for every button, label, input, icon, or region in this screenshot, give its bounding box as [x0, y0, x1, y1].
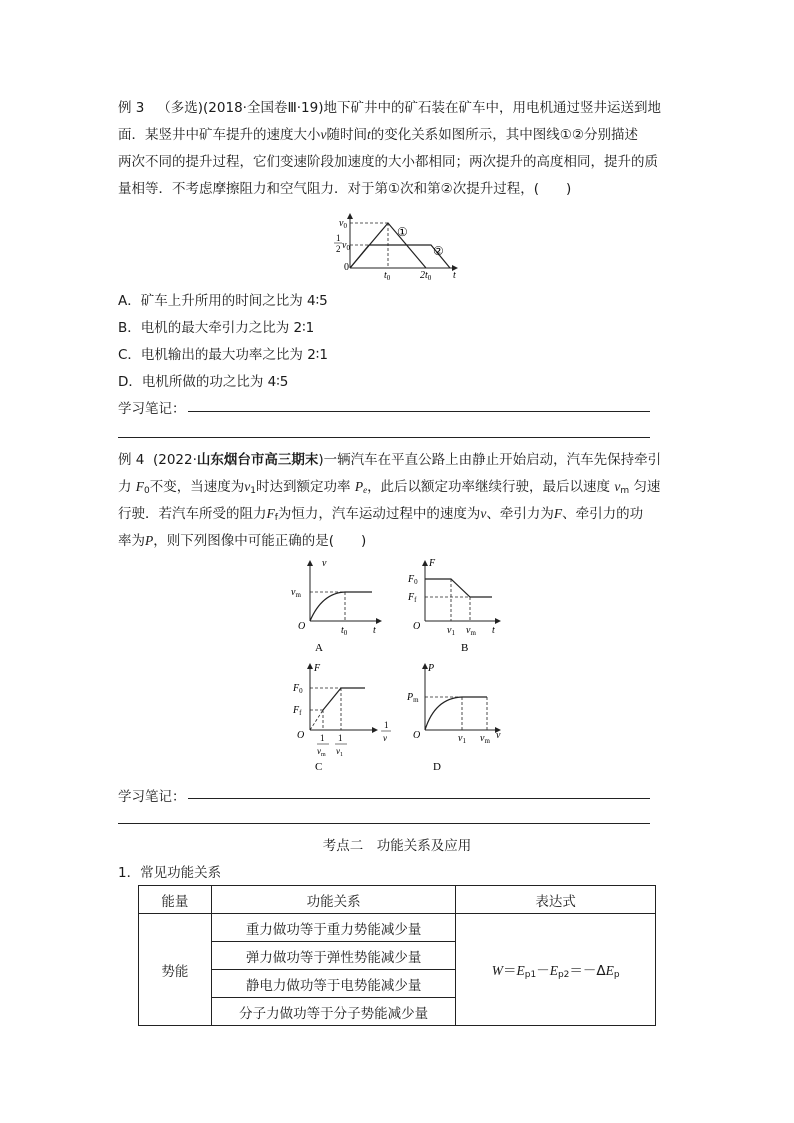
- label-pm: $P_m$: [407, 692, 419, 704]
- caption-c: C: [315, 761, 323, 773]
- table-header-row: [139, 886, 656, 914]
- label-inv-vm-den: $v_m$: [317, 746, 326, 758]
- table-row: [139, 914, 656, 942]
- option-b[interactable]: B．电机的最大牵引力之比为 2∶1: [118, 320, 315, 336]
- example3-line4: 量相等．不考虑摩擦阻力和空气阻力．对于第①次和第②次提升过程，( ): [118, 181, 572, 197]
- subheading: 1．常见功能关系: [118, 865, 222, 881]
- example4-line1: 例 4 (2022·山东烟台市高三期末)一辆汽车在平直公路上由静止开始启动，汽车先保持牵引: [118, 452, 662, 468]
- curve: [310, 592, 372, 621]
- label-y: v: [322, 558, 327, 569]
- example4-line4: 率为P，则下列图像中可能正确的是( ): [118, 533, 367, 549]
- label-t-axis: t: [453, 270, 456, 280]
- section-title: 考点二 功能关系及应用: [322, 838, 472, 854]
- label-x-num: 1: [384, 720, 389, 730]
- example4-label: 例 4: [118, 452, 145, 468]
- example3-line1: 例 3 （多选)(2018·全国卷Ⅲ·19)地下矿井中的矿石装在矿车中，用电机通过竖井运送到地: [118, 100, 661, 116]
- label-vm: $v_m$: [291, 587, 301, 599]
- label-y: P: [428, 663, 435, 674]
- label-origin: O: [297, 730, 305, 741]
- example3-label: 例 3: [118, 100, 145, 116]
- origin-dash: [310, 710, 323, 730]
- label-inv-v1-den: $v_1$: [336, 746, 343, 758]
- graph-d[interactable]: [400, 660, 505, 775]
- curve: [425, 579, 492, 597]
- label-origin: 0: [344, 262, 349, 273]
- header-expression: 表达式: [456, 886, 656, 914]
- label-t0: $t_0$: [341, 625, 348, 637]
- curve: [323, 688, 365, 710]
- example3-line2: 面．某竖井中矿车提升的速度大小v随时间t的变化关系如图所示，其中图线①②分别描述: [118, 127, 638, 143]
- example4-line3: 行驶．若汽车所受的阻力$F_f$为恒力，汽车运动过程中的速度为v、牵引力为F、牵引力的功: [118, 506, 644, 523]
- label-origin: O: [298, 621, 306, 632]
- function-energy-table: [138, 885, 656, 1026]
- header-relation: 功能关系: [211, 886, 456, 914]
- caption-b: B: [461, 642, 469, 654]
- label-f0: $F_0$: [293, 683, 303, 695]
- label-v1: $v_1$: [447, 625, 455, 637]
- label-curve2: ②: [433, 244, 444, 258]
- example3-line3: 两次不同的提升过程，它们变速阶段加速度的大小都相同；两次提升的高度相同，提升的质: [118, 154, 658, 170]
- label-y: F: [429, 558, 436, 569]
- label-v0: $v_0$: [339, 218, 347, 230]
- label-origin: O: [413, 621, 421, 632]
- label-ff: $F_f$: [293, 705, 302, 717]
- label-vm: $v_m$: [466, 625, 476, 637]
- caption-d: D: [433, 761, 441, 773]
- notes-label-2: 学习笔记：: [118, 789, 186, 805]
- label-half-den: 2: [336, 244, 341, 254]
- graph-c[interactable]: [285, 660, 405, 775]
- cell-relation: 重力做功等于重力势能减少量: [211, 914, 456, 942]
- notes-rule-1[interactable]: [188, 411, 650, 412]
- label-inv-v1-num: 1: [338, 733, 343, 743]
- notes-rule-2[interactable]: [118, 437, 650, 438]
- option-d[interactable]: D．电机所做的功之比为 4∶5: [118, 374, 289, 390]
- header-energy: 能量: [139, 886, 212, 914]
- label-half-v: $v_0$: [342, 240, 350, 252]
- label-f0: $F_0$: [408, 574, 418, 586]
- label-curve1: ①: [397, 225, 408, 239]
- label-v1: $v_1$: [458, 733, 466, 745]
- notes-label-1: 学习笔记：: [118, 401, 186, 417]
- notes-rule-3[interactable]: [188, 798, 650, 799]
- cell-relation: 静电力做功等于电势能减少量: [211, 970, 456, 998]
- cell-expression: $W=E_{p1}-E_{p2}=-\Delta E_p$: [456, 914, 656, 1026]
- label-origin: O: [413, 730, 421, 741]
- label-half-num: 1: [336, 233, 341, 243]
- label-ff: $F_f$: [408, 592, 417, 604]
- label-x: v: [496, 730, 501, 741]
- notes-rule-4[interactable]: [118, 823, 650, 824]
- label-x: t: [373, 625, 376, 636]
- label-x: t: [492, 625, 495, 636]
- label-x-den: v: [383, 733, 387, 743]
- curve: [425, 697, 487, 730]
- example4-line2: 力 $F_0$不变，当速度为$v_1$时达到额定功率 $P_e$，此后以额定功率继续行驶，最后以速度 $v_m$ 匀速: [118, 479, 661, 496]
- label-2t0: $2t_0$: [420, 270, 432, 280]
- label-t0: $t_0$: [384, 270, 391, 280]
- example3-vt-graph: [325, 210, 465, 280]
- graph-a[interactable]: [285, 557, 385, 657]
- option-c[interactable]: C．电机输出的最大功率之比为 2∶1: [118, 347, 328, 363]
- cell-relation: 弹力做功等于弹性势能减少量: [211, 942, 456, 970]
- caption-a: A: [315, 642, 323, 654]
- label-inv-vm-num: 1: [320, 733, 325, 743]
- option-a[interactable]: A．矿车上升所用的时间之比为 4∶5: [118, 293, 328, 309]
- graph-b[interactable]: [400, 557, 505, 657]
- cell-group: 势能: [139, 914, 212, 1026]
- label-vm: $v_m$: [480, 733, 490, 745]
- cell-relation: 分子力做功等于分子势能减少量: [211, 998, 456, 1026]
- label-y: F: [314, 663, 321, 674]
